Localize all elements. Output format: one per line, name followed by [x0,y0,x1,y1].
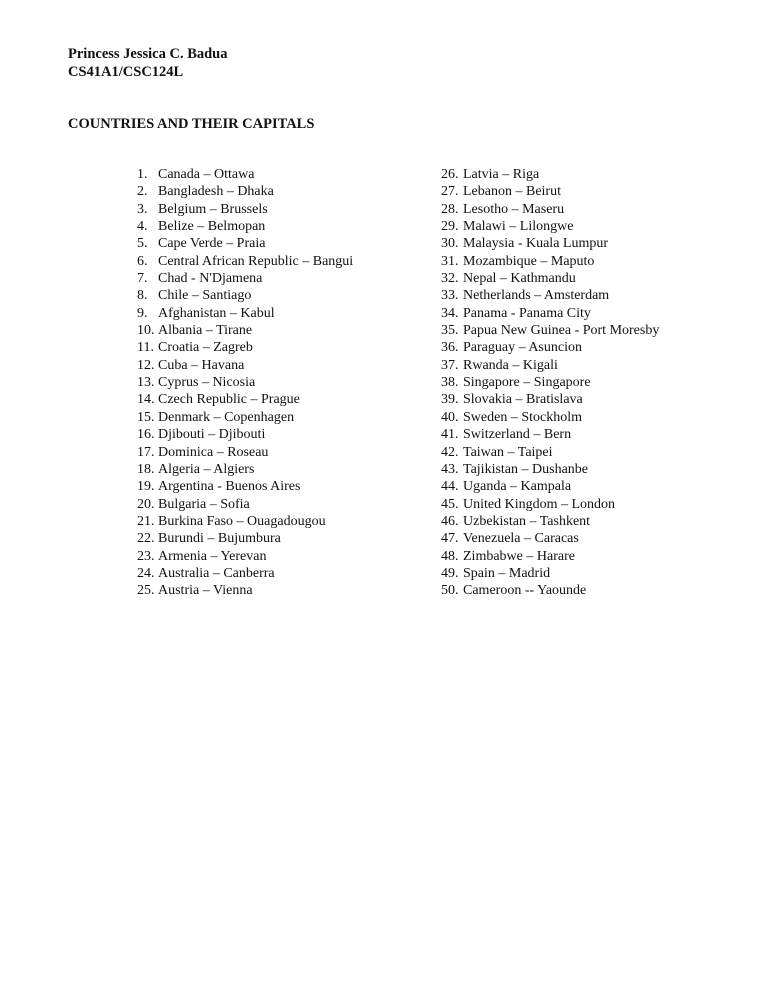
item-number: 26. [441,167,459,182]
list-item [441,322,659,339]
country-capital-text: Switzerland – Bern [463,427,572,443]
item-number: 3. [137,201,148,217]
list-item [137,391,353,408]
list-item [441,478,659,495]
country-capital-text: Algeria – Algiers [158,461,255,477]
country-capital-text: Cuba – Havana [158,357,245,373]
country-capital-text: Albania – Tirane [158,323,253,339]
list-item [137,357,353,374]
list-item [441,287,659,304]
list-item [137,409,353,426]
list-item [441,582,659,599]
list-item [137,235,353,252]
item-number: 7. [137,271,148,287]
list-item [137,461,353,478]
country-capital-text: Canada – Ottawa [158,167,255,182]
country-capital-text: United Kingdom – London [463,496,616,512]
item-number: 32. [441,271,459,287]
course-code: CS41A1/CSC124L [68,64,184,80]
country-capital-text: Paraguay – Asuncion [463,340,582,356]
item-number: 23. [137,548,155,564]
country-capital-text: Taiwan – Taipei [463,444,553,460]
item-number: 8. [137,288,148,304]
list-item [441,461,659,478]
country-capital-text: Nepal – Kathmandu [463,271,576,287]
list-item [137,183,353,200]
country-capital-text: Bulgaria – Sofia [158,496,250,512]
country-capital-text: Venezuela – Caracas [463,531,579,547]
country-capital-text: Lesotho – Maseru [463,201,565,217]
list-item [137,287,353,304]
item-number: 48. [441,548,459,564]
item-number: 44. [441,479,459,495]
list-item [441,183,659,200]
list-item [441,218,659,235]
list-item [441,357,659,374]
item-number: 43. [441,461,459,477]
list-item [137,530,353,547]
list-item [137,253,353,270]
item-number: 11. [137,340,154,356]
item-number: 39. [441,392,459,408]
country-capital-text: Panama - Panama City [463,305,591,321]
item-number: 13. [137,375,155,391]
item-number: 41. [441,427,459,443]
country-capital-text: Papua New Guinea - Port Moresby [463,323,660,339]
list-item [441,305,659,322]
list-item [441,253,659,270]
item-number: 24. [137,565,155,581]
list-item [441,565,659,582]
country-capital-text: Lebanon – Beirut [463,184,561,200]
list-item [441,235,659,252]
item-number: 46. [441,513,459,529]
item-number: 21. [137,513,155,529]
author-name: Princess Jessica C. Badua [68,46,228,62]
document-header [68,45,228,81]
country-capital-text: Chile – Santiago [158,288,252,304]
country-capital-text: Cape Verde – Praia [158,236,266,252]
country-capital-text: Sweden – Stockholm [463,409,582,425]
list-item [137,374,353,391]
country-capital-text: Rwanda – Kigali [463,357,558,373]
country-capital-text: Argentina - Buenos Aires [158,479,301,495]
item-number: 14. [137,392,155,408]
country-capital-text: Djibouti – Djibouti [158,427,266,443]
item-number: 1. [137,167,148,182]
country-capital-text: Cameroon -- Yaounde [463,583,587,599]
country-capital-text: Singapore – Singapore [463,375,591,391]
list-item [441,444,659,461]
country-capital-text: Spain – Madrid [463,565,551,581]
list-item [137,496,353,513]
item-number: 38. [441,375,459,391]
list-item [441,409,659,426]
item-number: 30. [441,236,459,252]
country-capital-text: Bangladesh – Dhaka [158,184,274,200]
item-number: 12. [137,357,155,373]
list-item [137,548,353,565]
list-item [137,305,353,322]
list-item [137,339,353,356]
item-number: 45. [441,496,459,512]
country-capital-text: Belize – Belmopan [158,219,266,235]
country-capital-text: Malaysia - Kuala Lumpur [463,236,609,252]
list-item [137,565,353,582]
countries-list-column-2 [441,166,659,600]
item-number: 42. [441,444,459,460]
country-capital-text: Chad - N'Djamena [158,271,263,287]
list-item [137,513,353,530]
item-number: 49. [441,565,459,581]
list-item [441,426,659,443]
country-capital-text: Belgium – Brussels [158,201,268,217]
country-capital-text: Slovakia – Bratislava [463,392,583,408]
country-capital-text: Armenia – Yerevan [158,548,267,564]
item-number: 31. [441,253,459,269]
list-item [137,444,353,461]
list-item [137,270,353,287]
list-item [441,391,659,408]
list-item [137,201,353,218]
country-capital-text: Austria – Vienna [158,583,253,599]
list-item [441,339,659,356]
country-capital-text: Burundi – Bujumbura [158,531,281,547]
item-number: 4. [137,219,148,235]
countries-list-column-1 [137,166,353,600]
item-number: 19. [137,479,155,495]
list-item [137,582,353,599]
item-number: 36. [441,340,459,356]
country-capital-text: Croatia – Zagreb [158,340,253,356]
item-number: 9. [137,305,148,321]
item-number: 22. [137,531,155,547]
list-item [441,530,659,547]
item-number: 37. [441,357,459,373]
list-item [137,166,353,183]
list-item [441,374,659,391]
country-capital-text: Australia – Canberra [158,565,275,581]
item-number: 17. [137,444,155,460]
item-number: 35. [441,323,459,339]
list-item [137,322,353,339]
item-number: 47. [441,531,459,547]
document-title: COUNTRIES AND THEIR CAPITALS [68,116,315,132]
item-number: 28. [441,201,459,217]
country-capital-text: Netherlands – Amsterdam [463,288,610,304]
item-number: 15. [137,409,155,425]
list-item [441,166,659,183]
country-capital-text: Uganda – Kampala [463,479,572,495]
item-number: 2. [137,184,148,200]
item-number: 40. [441,409,459,425]
item-number: 34. [441,305,459,321]
country-capital-text: Dominica – Roseau [158,444,269,460]
item-number: 27. [441,184,459,200]
item-number: 25. [137,583,155,599]
country-capital-text: Mozambique – Maputo [463,253,595,269]
item-number: 5. [137,236,148,252]
country-capital-text: Central African Republic – Bangui [158,253,354,269]
country-capital-text: Uzbekistan – Tashkent [463,513,591,529]
item-number: 50. [441,583,459,599]
list-item [137,218,353,235]
list-item [441,513,659,530]
item-number: 20. [137,496,155,512]
list-item [441,270,659,287]
list-item [441,201,659,218]
item-number: 10. [137,323,155,339]
country-capital-text: Malawi – Lilongwe [463,219,574,235]
item-number: 29. [441,219,459,235]
list-item [441,496,659,513]
country-capital-text: Burkina Faso – Ouagadougou [158,513,326,529]
item-number: 6. [137,253,148,269]
country-capital-text: Zimbabwe – Harare [463,548,575,564]
country-capital-text: Denmark – Copenhagen [158,409,295,425]
list-item [137,478,353,495]
country-capital-text: Latvia – Riga [463,167,540,182]
country-capital-text: Czech Republic – Prague [158,392,300,408]
country-capital-text: Tajikistan – Dushanbe [463,461,588,477]
item-number: 16. [137,427,155,443]
list-item [137,426,353,443]
country-capital-text: Afghanistan – Kabul [158,305,275,321]
item-number: 18. [137,461,155,477]
item-number: 33. [441,288,459,304]
country-capital-text: Cyprus – Nicosia [158,375,256,391]
list-item [441,548,659,565]
